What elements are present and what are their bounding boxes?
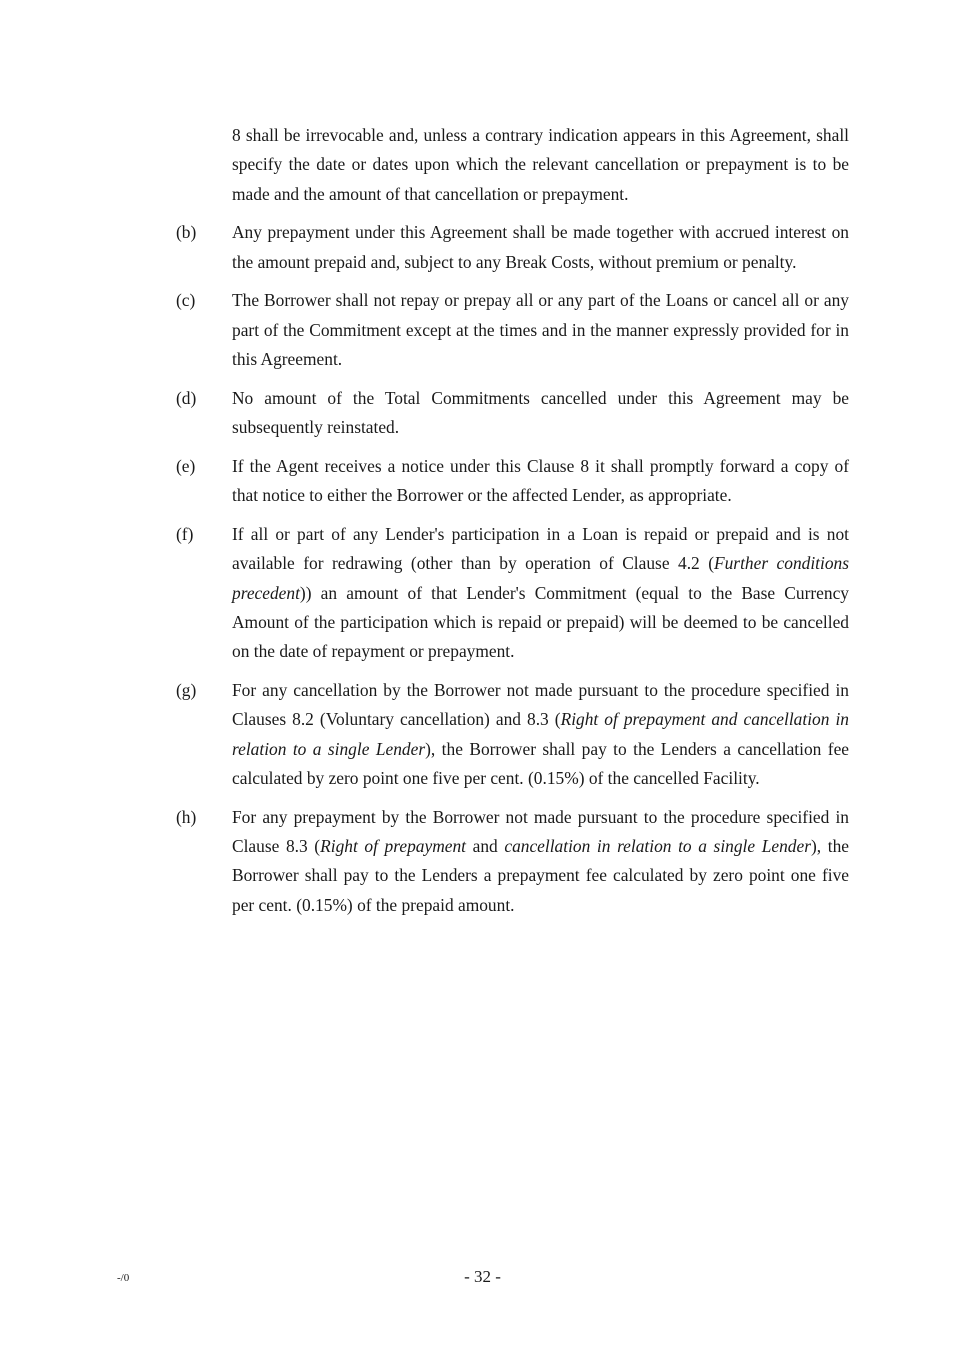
paragraph-text — [232, 218, 849, 277]
paragraph-label: (f) — [176, 524, 194, 545]
clause-paragraph — [176, 520, 849, 666]
clause-paragraph — [176, 218, 849, 277]
paragraph-label: (h) — [176, 806, 197, 827]
paragraph-text-run: If all or part of any Lender's participation in a Loan is repaid or prepaid and is not available for redrawing (other than by operation of Clause 4.2 ( — [232, 524, 849, 574]
paragraph-label: (g) — [176, 680, 197, 701]
paragraph-text — [232, 520, 849, 666]
paragraph-text — [232, 286, 849, 374]
paragraph-text-run: ), the Borrower shall pay to the Lenders a cancellation fee calculated by zero point one five per cent. (0.15%) of the cancelled Facility. — [232, 738, 850, 788]
paragraph-text — [232, 676, 849, 793]
paragraph-text-run: If the Agent receives a notice under this Clause 8 it shall promptly forward a copy of that notice to either the Borrower or the affected Lender, as appropriate. — [232, 455, 849, 506]
paragraph-text-italic: Right of prepayment and cancellation in relation to a single Lender — [232, 709, 849, 759]
paragraph-text-run: No amount of the Total Commitments cancelled under this Agreement may be subsequently reinstated. — [232, 387, 849, 438]
paragraph-label: (e) — [176, 455, 196, 476]
paragraph-text-italic: cancellation in relation to a single Lender — [504, 836, 811, 857]
paragraph-text — [232, 452, 849, 511]
paragraph-list — [176, 218, 849, 920]
clause-paragraph — [176, 384, 849, 443]
paragraph-text-run: For any cancellation by the Borrower not made pursuant to the procedure specified in Clauses 8.2 (Voluntary cancellation) and 8.3 ( — [232, 680, 849, 730]
clause-paragraph — [176, 676, 849, 793]
paragraph-label: (b) — [176, 222, 197, 243]
paragraph-text-run: For any prepayment by the Borrower not made pursuant to the procedure specified in Clause 8.3 ( — [232, 806, 849, 857]
paragraph-text-run: The Borrower shall not repay or prepay all or any part of the Loans or cancel all or any part of the Commitment except at the times and in the manner expressly provided for in this Agreement. — [232, 290, 849, 370]
footer-reference: -/0 — [117, 1272, 130, 1284]
paragraph-text-run: ), the Borrower shall pay to the Lenders a prepayment fee calculated by zero point one five per cent. (0.15%) of the prepaid amount. — [232, 836, 849, 915]
clause-body — [176, 121, 849, 920]
page-number: - 32 - — [464, 1267, 501, 1286]
paragraph-text-run: Any prepayment under this Agreement shall be made together with accrued interest on the amount prepaid and, subject to any Break Costs, without premium or penalty. — [232, 222, 849, 272]
continuation-paragraph: 8 shall be irrevocable and, unless a contrary indication appears in this Agreement, shall specify the date or dates upon which the relevant cancellation or prepayment is to be made and the amount of that cancellation or prepayment. — [232, 125, 849, 204]
clause-paragraph — [176, 803, 849, 920]
paragraph-label: (d) — [176, 387, 197, 408]
paragraph-text-italic: Further conditions precedent — [232, 553, 849, 603]
paragraph-text-italic: Right of prepayment — [320, 836, 466, 857]
clause-paragraph — [176, 286, 849, 374]
paragraph-text — [232, 384, 849, 443]
clause-paragraph — [176, 452, 849, 511]
paragraph-text-run: )) an amount of that Lender's Commitment (equal to the Base Currency Amount of the participation which is repaid or prepaid) will be deemed to be cancelled on the date of repayment or prepayment. — [232, 582, 849, 662]
paragraph-text-run: and — [466, 836, 505, 857]
paragraph-text — [232, 803, 849, 920]
paragraph-label: (c) — [176, 290, 196, 311]
